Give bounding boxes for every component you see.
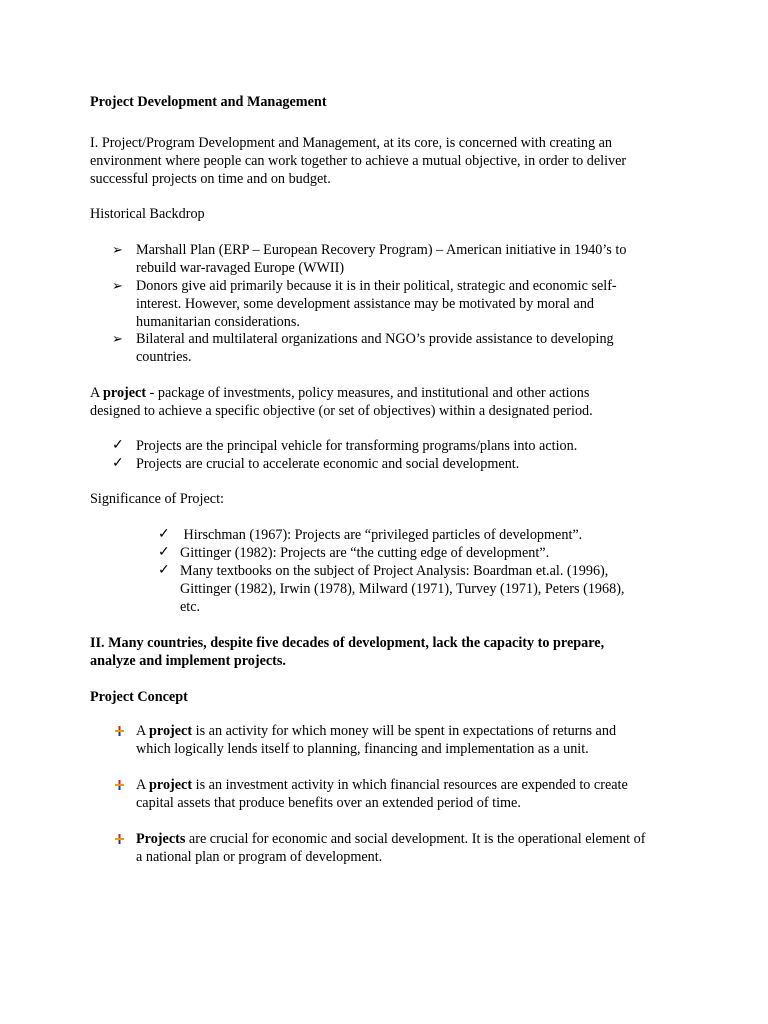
checklist-item: ✓ Projects are the principal vehicle for transforming programs/plans into action. [112, 438, 578, 454]
document-title: Project Development and Management [90, 94, 327, 110]
plus-bullet-icon [112, 776, 136, 812]
checkmark-icon: ✓ [158, 527, 170, 542]
significance-item: ✓ Hirschman (1967): Projects are “privileged particles of development”. [158, 527, 583, 543]
backdrop-item [112, 241, 626, 277]
arrow-bullet-icon: ➢ [112, 278, 123, 293]
checkmark-icon: ✓ [158, 545, 170, 560]
significance-heading: Significance of Project: [90, 491, 224, 507]
section-two-statement: II. Many countries, despite five decades of development, lack the capacity to prepare, analyze and implement projects. [90, 635, 605, 669]
checkmark-icon: ✓ [112, 438, 124, 453]
backdrop-item [112, 330, 614, 366]
backdrop-item-text: Marshall Plan (ERP – European Recovery Program) – American initiative in 1940’s to rebuild war-ravaged Europe (WWII) [136, 242, 627, 276]
significance-item: ✓ Many textbooks on the subject of Project Analysis: Boardman et.al. (1996), Gittinger (1982), Irwin (1978), Milward (1971), Turvey (1971), Peters (1968), etc. [158, 563, 625, 615]
concept-item: A project is an activity for which money will be spent in expectations of returns and which logically lends itself to planning, financing and implementation as a unit. [112, 722, 616, 758]
checklist-item: ✓ Projects are crucial to accelerate economic and social development. [112, 456, 520, 472]
arrow-bullet-icon: ➢ [112, 242, 123, 257]
plus-bullet-icon [112, 722, 136, 758]
project-definition: A project - package of investments, policy measures, and institutional and other actions designed to achieve a specific objective (or set of objectives) within a designated period. [90, 385, 593, 419]
intro-paragraph: I. Project/Program Development and Management, at its core, is concerned with creating an environment where people can work together to achieve a mutual objective, in order to deliver successful projects on time and on budget. [90, 135, 627, 187]
checkmark-icon: ✓ [112, 456, 124, 471]
checkmark-icon: ✓ [158, 563, 170, 578]
backdrop-item-text: Donors give aid primarily because it is in their political, strategic and economic self- interest. However, some development assistance may be motivated by moral and humanitarian considerations. [136, 278, 617, 330]
backdrop-item [112, 277, 617, 331]
backdrop-heading: Historical Backdrop [90, 206, 205, 222]
significance-item: ✓ Gittinger (1982): Projects are “the cutting edge of development”. [158, 545, 550, 561]
plus-bullet-icon [112, 830, 136, 866]
concept-heading: Project Concept [90, 689, 188, 705]
concept-item: Projects are crucial for economic and social development. It is the operational element of a national plan or program of development. [112, 830, 646, 866]
concept-item: A project is an investment activity in which financial resources are expended to create capital assets that produce benefits over an extended period of time. [112, 776, 628, 812]
backdrop-item-text: Bilateral and multilateral organizations and NGO’s provide assistance to developing countries. [136, 331, 614, 365]
arrow-bullet-icon: ➢ [112, 331, 123, 346]
